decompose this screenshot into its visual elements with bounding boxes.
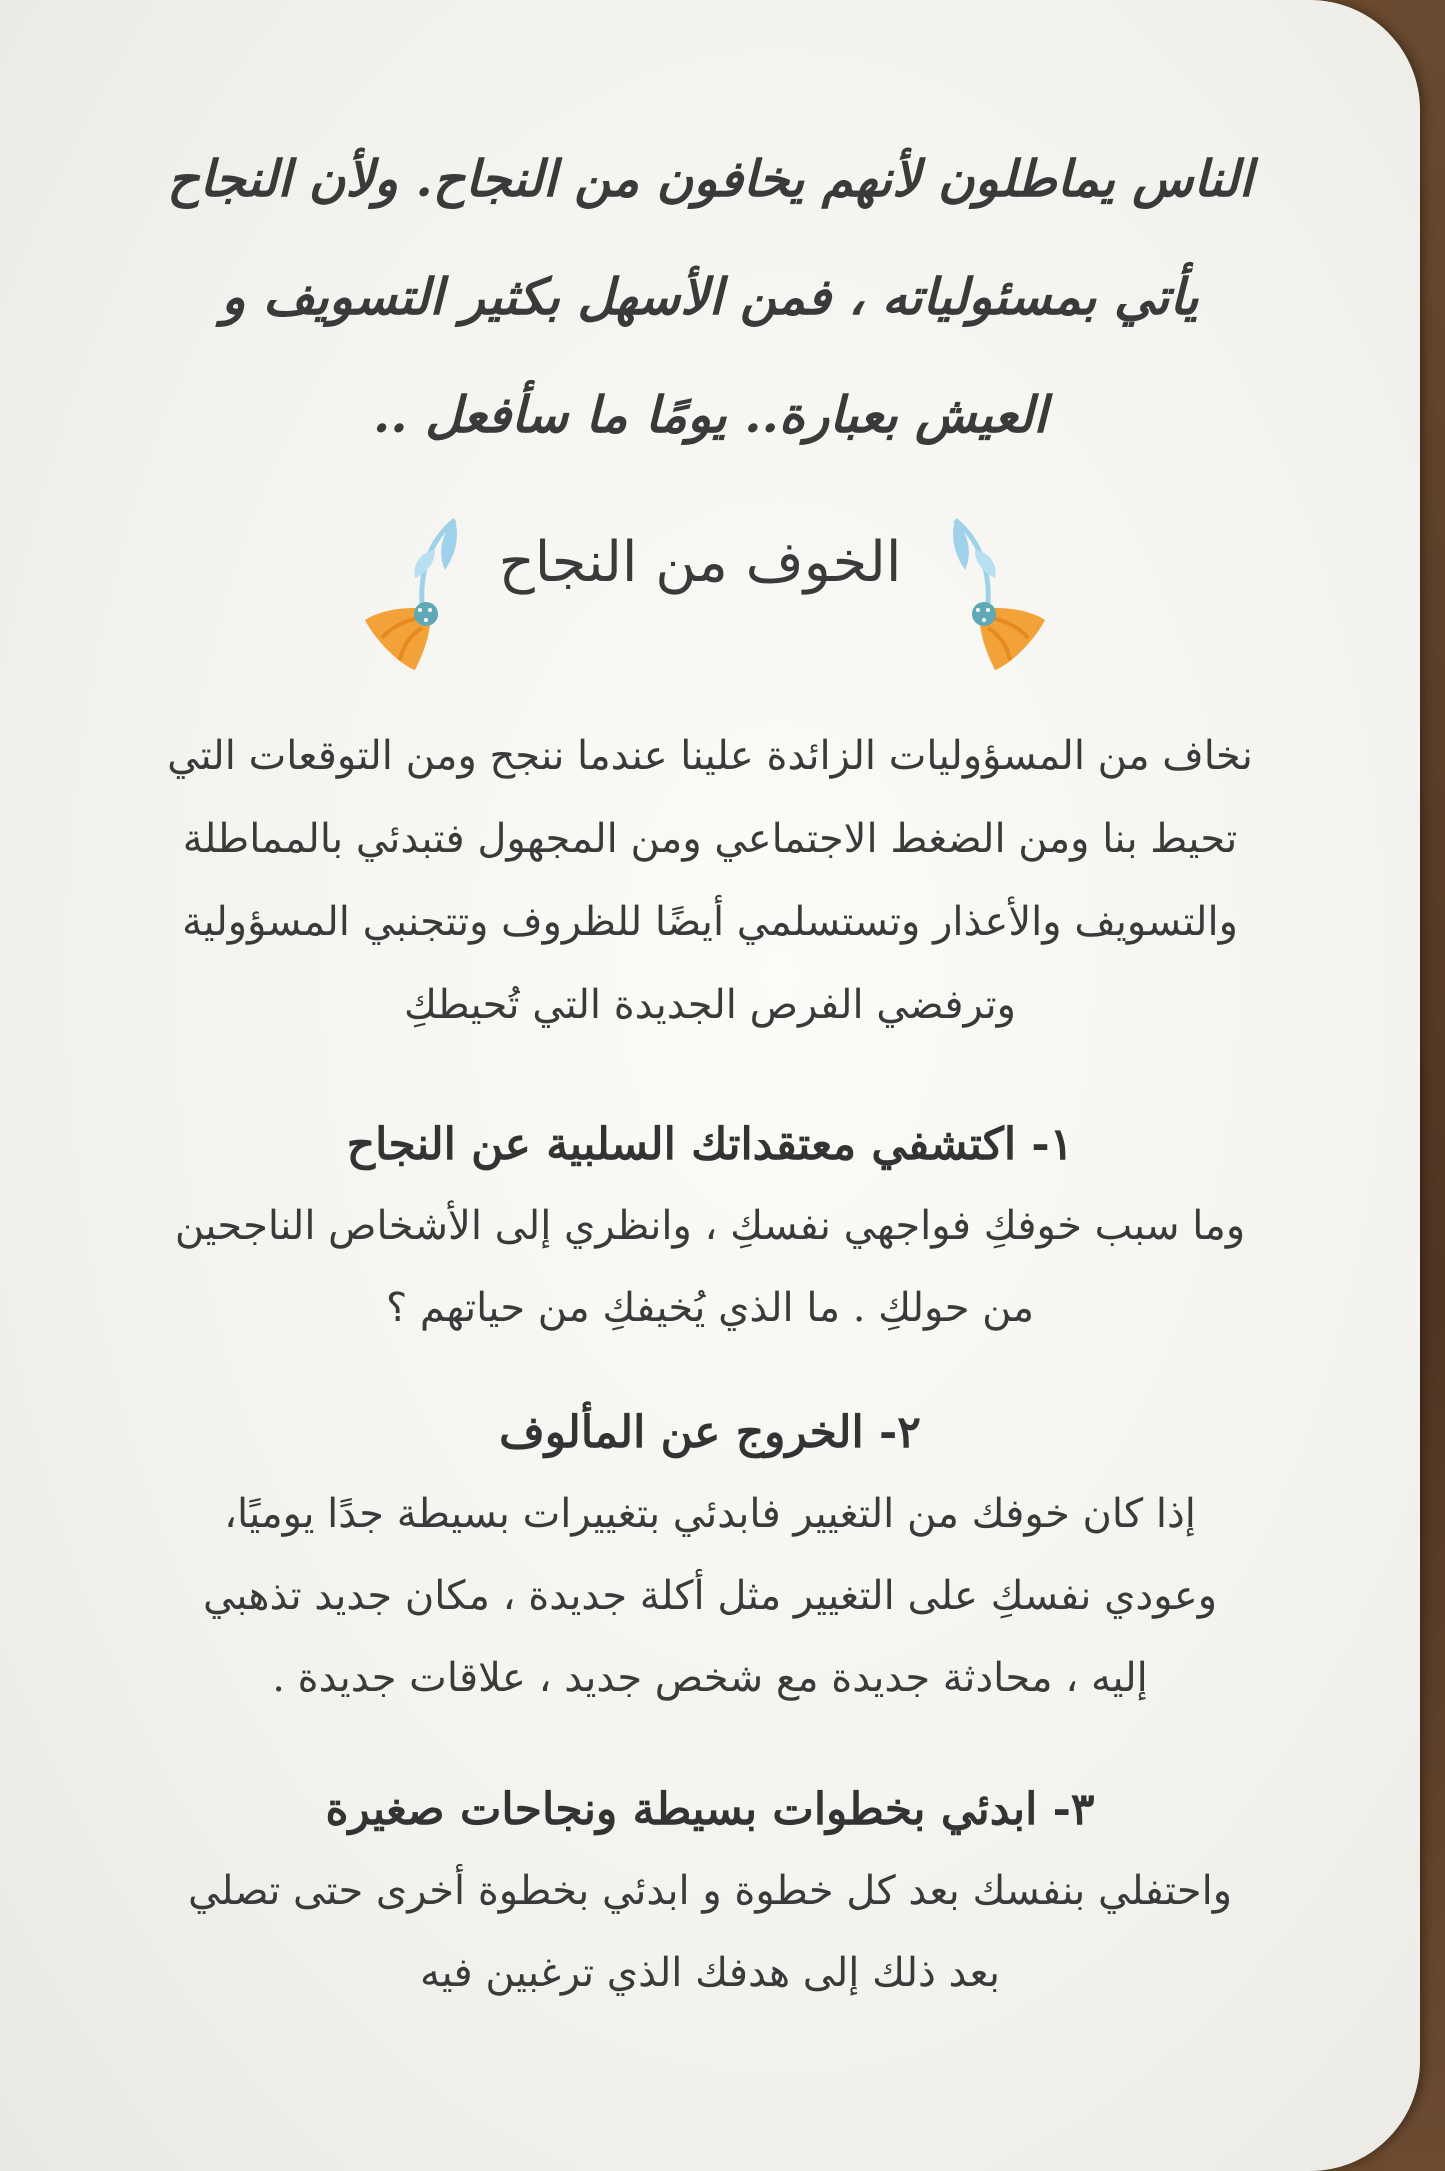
section-2 [120,1393,1300,1719]
section-line: بعد ذلك إلى هدفك الذي ترغبين فيه [420,1950,1000,1996]
paragraph-line: والتسويف والأعذار وتستسلمي أيضًا للظروف وتتجنبي المسؤولية [182,899,1238,945]
intro-quote [120,120,1300,474]
section-line: وعودي نفسكِ على التغيير مثل أكلة جديدة ، مكان جديد تذهبي [202,1573,1218,1619]
section-title: الخوف من النجاح [498,530,902,595]
section-3 [120,1770,1300,2014]
paragraph-line: تحيط بنا ومن الضغط الاجتماعي ومن المجهول فتبدئي بالمماطلة [182,816,1238,862]
flower-icon [920,510,1050,680]
section-heading: ٢- الخروج عن المألوف [499,1407,921,1458]
section-line: واحتفلي بنفسك بعد كل خطوة و ابدئي بخطوة أخرى حتى تصلي [187,1868,1233,1914]
title-row [0,510,1420,680]
intro-line: يأتي بمسئولياته ، فمن الأسهل بكثير التسويف و [221,267,1199,326]
paragraph-line: نخاف من المسؤوليات الزائدة علينا عندما ننجح ومن التوقعات التي [167,733,1253,779]
intro-line: الناس يماطلون لأنهم يخافون من النجاح. ولأن النجاح [167,149,1253,208]
paragraph-line: وترفضي الفرص الجديدة التي تُحيطكِ [404,982,1016,1028]
section-line: من حولكِ . ما الذي يُخيفكِ من حياتهم ؟ [385,1285,1035,1331]
section-heading: ١- اكتشفي معتقداتك السلبية عن النجاح [346,1119,1074,1170]
body-paragraph [120,715,1300,1047]
intro-line: العيش بعبارة.. يومًا ما سأفعل .. [372,385,1048,444]
section-line: وما سبب خوفكِ فواجهي نفسكِ ، وانظري إلى الأشخاص الناجحين [174,1203,1246,1249]
section-1 [120,1105,1300,1349]
section-line: إليه ، محادثة جديدة مع شخص جديد ، علاقات جديدة . [272,1655,1148,1701]
section-heading: ٣- ابدئي بخطوات بسيطة ونجاحات صغيرة [325,1784,1095,1835]
section-line: إذا كان خوفك من التغيير فابدئي بتغييرات بسيطة جدًا يوميًا، [224,1491,1196,1537]
